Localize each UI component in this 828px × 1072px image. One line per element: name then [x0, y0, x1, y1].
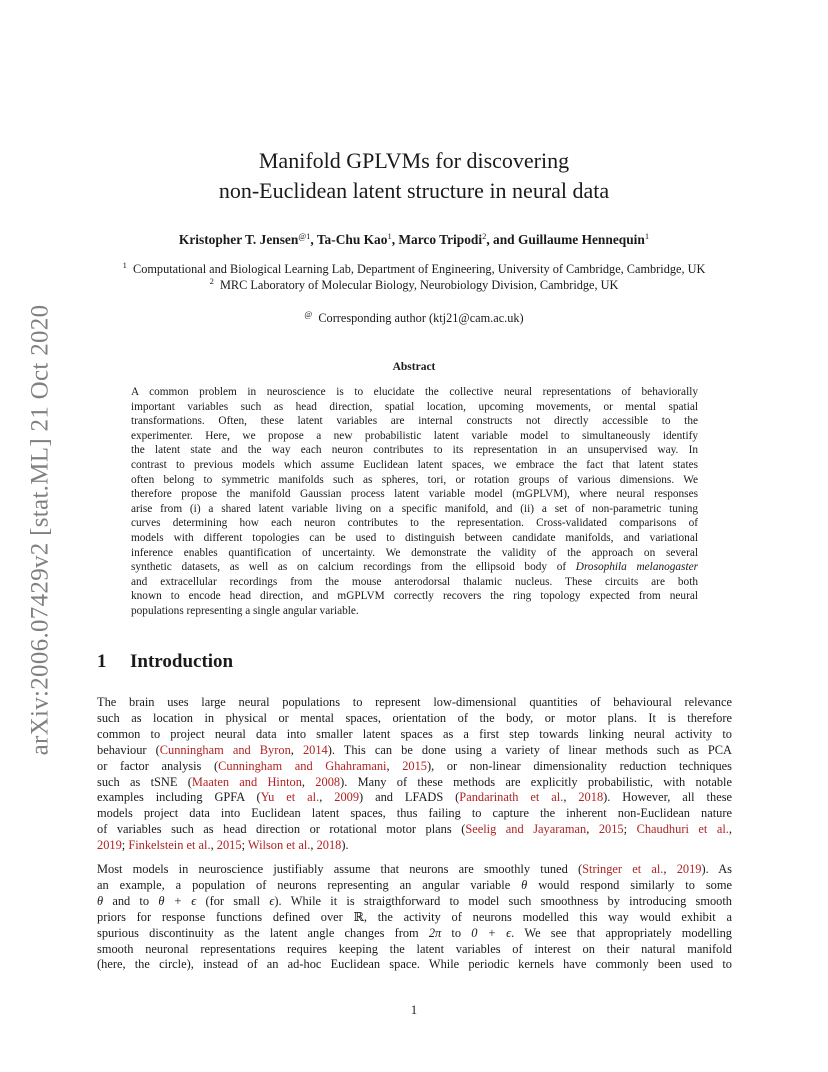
abstract-line: the latent state and the way each neuron contributes to its representation in an unsupervised way. In	[131, 444, 698, 457]
body-text: ). As	[701, 862, 732, 876]
body-text: ). However, all these	[603, 790, 732, 805]
math-expression: 0 + ϵ	[471, 925, 512, 940]
body-line: The brain uses large neural populations to represent low-dimensional quantities of behavioural relevance	[97, 695, 732, 709]
citation-link[interactable]: 2015	[216, 838, 242, 853]
affiliation-2	[0, 275, 828, 294]
body-text: ,	[210, 838, 217, 853]
author-affil-mark: 1	[387, 231, 392, 241]
citation-link[interactable]: 2008	[315, 774, 341, 789]
body-text: ). This can be done using a variety of linear methods such as PCA	[327, 742, 732, 757]
body-text: ,	[310, 838, 317, 853]
body-line	[97, 759, 732, 775]
title-line-1: Manifold GPLVMs for discovering	[258, 148, 570, 173]
title-line-2: non-Euclidean latent structure in neural data	[218, 178, 610, 203]
body-text: (for small	[196, 893, 270, 908]
affiliation-1	[0, 262, 828, 278]
body-line	[97, 743, 732, 759]
arxiv-identifier: arXiv:2006.07429v2 [stat.ML] 21 Oct 2020	[26, 304, 53, 756]
body-text: ,	[290, 742, 303, 757]
body-text: ), or non-linear dimensionality reduction techniques	[427, 758, 732, 773]
body-line: priors for response functions defined over ℝ, the activity of neurons modelled this way would exhibit a	[97, 909, 732, 924]
abstract-line: models with different topologies can be used to distinguish between candidate manifolds, and variational	[131, 531, 698, 544]
abstract-line: therefore propose the manifold Gaussian process latent variable model (mGPLVM), where neural responses	[131, 488, 698, 501]
body-text: . We see that appropriately modelling	[511, 925, 732, 940]
abstract-line: A common problem in neuroscience is to elucidate the collective neural representations of behaviorally	[131, 386, 698, 398]
species-name: Drosophila melanogaster	[575, 561, 698, 574]
body-text: ). Many of these methods are explicitly probabilistic, with notable	[340, 774, 732, 789]
abstract-line: contrast to previous models which assume Euclidean latent spaces, we embrace the fact that latent states	[131, 458, 698, 471]
citation-link[interactable]: Yu et al.	[260, 790, 320, 805]
body-text: spurious discontinuity as the latent angle changes from	[97, 925, 429, 940]
body-line	[97, 775, 732, 791]
body-line: common to project neural data into smaller latent spaces as a first step towards linking neural activity to	[97, 726, 732, 741]
body-text: ,	[386, 758, 403, 773]
body-text: ,	[319, 790, 335, 805]
author-name: , Ta-Chu Kao	[310, 232, 388, 247]
body-line: (here, the circle), instead of an ad-hoc Euclidean space. While periodic kernels have commonly been used to	[97, 957, 732, 972]
body-text: ,	[301, 774, 316, 789]
citation-link[interactable]: Chaudhuri et al.	[636, 822, 729, 837]
body-text: to	[441, 925, 472, 940]
page-number: 1	[410, 1003, 418, 1017]
body-text: ) and LFADS (	[359, 790, 460, 805]
body-text: Most models in neuroscience justifiably assume that neurons are smoothly tuned (	[97, 862, 583, 876]
body-line: models project data into Euclidean latent spaces, thus failing to capture the inherent non-Euclidean nature	[97, 806, 732, 821]
abstract-body	[131, 385, 698, 619]
body-text: ;	[241, 838, 248, 853]
body-text: ,	[586, 822, 599, 837]
body-line	[97, 862, 732, 878]
author-name: Kristopher T. Jensen	[178, 232, 299, 247]
citation-link[interactable]: 2015	[402, 758, 427, 773]
intro-paragraph-2	[97, 862, 732, 973]
body-text: ,	[663, 862, 677, 876]
body-line	[97, 894, 732, 910]
citation-link[interactable]: 2014	[302, 742, 328, 757]
body-text: ).	[341, 838, 349, 853]
citation-link[interactable]: Stringer et al.	[582, 862, 664, 876]
author-affil-mark: 1	[644, 231, 650, 241]
citation-link[interactable]: Cunningham and Ghahramani	[218, 758, 387, 773]
author-name: , and Guillaume Hennequin	[486, 232, 645, 247]
body-text: ;	[623, 822, 637, 837]
body-text: examples including GPFA (	[97, 790, 261, 805]
body-text: of variables such as head direction or rotational motor plans (	[97, 822, 466, 837]
citation-link[interactable]: Finkelstein et al.	[128, 838, 211, 853]
citation-link[interactable]: Maaten and Hinton	[191, 774, 302, 789]
citation-link[interactable]: Wilson et al.	[247, 838, 311, 853]
body-text: and to	[103, 893, 159, 908]
corresponding-text: Corresponding author (ktj21@cam.ac.uk)	[318, 311, 524, 325]
intro-paragraph-1	[97, 695, 732, 854]
author-name: , Marco Tripodi	[391, 232, 483, 247]
citation-link[interactable]: Seelig and Jayaraman	[465, 822, 587, 837]
abstract-line: arise from (i) a shared latent variable living on a specific manifold, and (ii) a set of non-parametric tuning	[131, 502, 698, 515]
abstract-line: curves determining how each neuron contributes to the representation. Cross-validated comparisons of	[131, 517, 698, 530]
citation-link[interactable]: 2018	[316, 838, 342, 853]
body-text: or factor analysis (	[97, 758, 219, 773]
affiliations	[0, 262, 828, 293]
citation-link[interactable]: 2009	[334, 790, 360, 805]
author-affil-mark: @1	[298, 231, 311, 241]
affiliation-text: MRC Laboratory of Molecular Biology, Neurobiology Division, Cambridge, UK	[219, 277, 619, 292]
body-text: ). While it is straigthforward to model such smoothness by introducing smooth	[274, 893, 732, 908]
abstract-text: synthetic datasets, as well as on calcium recordings from the ellipsoid body of	[131, 561, 576, 574]
abstract-line: important variables such as head direction, spatial location, upcoming movements, or mental spatial	[131, 400, 698, 413]
math-symbol: θ	[521, 877, 528, 892]
abstract-line: and extracellular recordings from the mouse anterodorsal thalamic nucleus. These circuits are both	[131, 575, 698, 588]
body-text: behaviour (	[97, 742, 160, 757]
author-list	[0, 232, 828, 248]
arxiv-side-stamp	[20, 285, 60, 775]
citation-link[interactable]: 2019	[676, 862, 702, 876]
body-line	[97, 822, 732, 838]
abstract-line: experimenter. Here, we propose a new probabilistic latent variable model to simultaneously identify	[131, 429, 698, 442]
section-heading	[97, 651, 233, 673]
body-text: would respond similarly to some	[527, 877, 732, 892]
citation-link[interactable]: Cunningham and Byron	[159, 742, 291, 757]
corresponding-mark: @	[304, 309, 313, 319]
body-line	[97, 838, 732, 854]
body-line: such as location in physical or mental spaces, orientation of the body, or motor plans. It is therefore	[97, 710, 732, 725]
body-text: an example, a population of neurons representing an angular variable	[97, 877, 522, 892]
math-symbol: θ	[97, 893, 104, 908]
body-text: ,	[563, 790, 579, 805]
body-line	[97, 790, 732, 806]
abstract-line: inference enables quantification of uncertainty. We demonstrate the validity of the approach on several	[131, 546, 698, 559]
body-line: smooth neuronal representations requires keeping the latent variables of interest on their natural manifold	[97, 941, 732, 956]
affiliation-mark: 2	[209, 275, 214, 286]
abstract-line: often belong to symmetric manifolds such as spheres, tori, or rotation groups of various dimensions. We	[131, 473, 698, 486]
affiliation-text: Computational and Biological Learning Lab, Department of Engineering, University of Cambridge, Cambridge, UK	[133, 262, 706, 276]
math-expression: 2π	[428, 925, 442, 940]
abstract-heading: Abstract	[392, 361, 436, 373]
section-number: 1	[97, 651, 107, 672]
author-affil-mark: 2	[482, 231, 487, 241]
citation-link[interactable]: 2019	[97, 838, 122, 853]
abstract-line: known to encode head direction, and mGPLVM correctly recovers the ring topology expected from neural	[131, 590, 698, 603]
citation-link[interactable]: 2015	[598, 822, 624, 837]
body-line	[97, 878, 732, 894]
body-text: such as tSNE (	[97, 774, 192, 789]
paper-title	[0, 146, 828, 206]
abstract-line: transformations. Often, these latent variables are internal constructs not directly accessible to the	[131, 415, 698, 428]
corresponding-author	[0, 311, 828, 326]
abstract-line: populations representing a single angular variable.	[131, 604, 359, 617]
body-line	[97, 926, 732, 942]
citation-link[interactable]: Pandarinath et al.	[459, 790, 564, 805]
abstract-line	[131, 560, 698, 575]
math-expression: θ + ϵ	[158, 893, 197, 908]
section-title: Introduction	[130, 651, 234, 672]
body-text: ,	[728, 822, 732, 837]
affiliation-mark: 1	[122, 260, 127, 270]
math-symbol: ϵ	[269, 893, 275, 908]
citation-link[interactable]: 2018	[578, 790, 604, 805]
body-text: ;	[121, 838, 129, 853]
